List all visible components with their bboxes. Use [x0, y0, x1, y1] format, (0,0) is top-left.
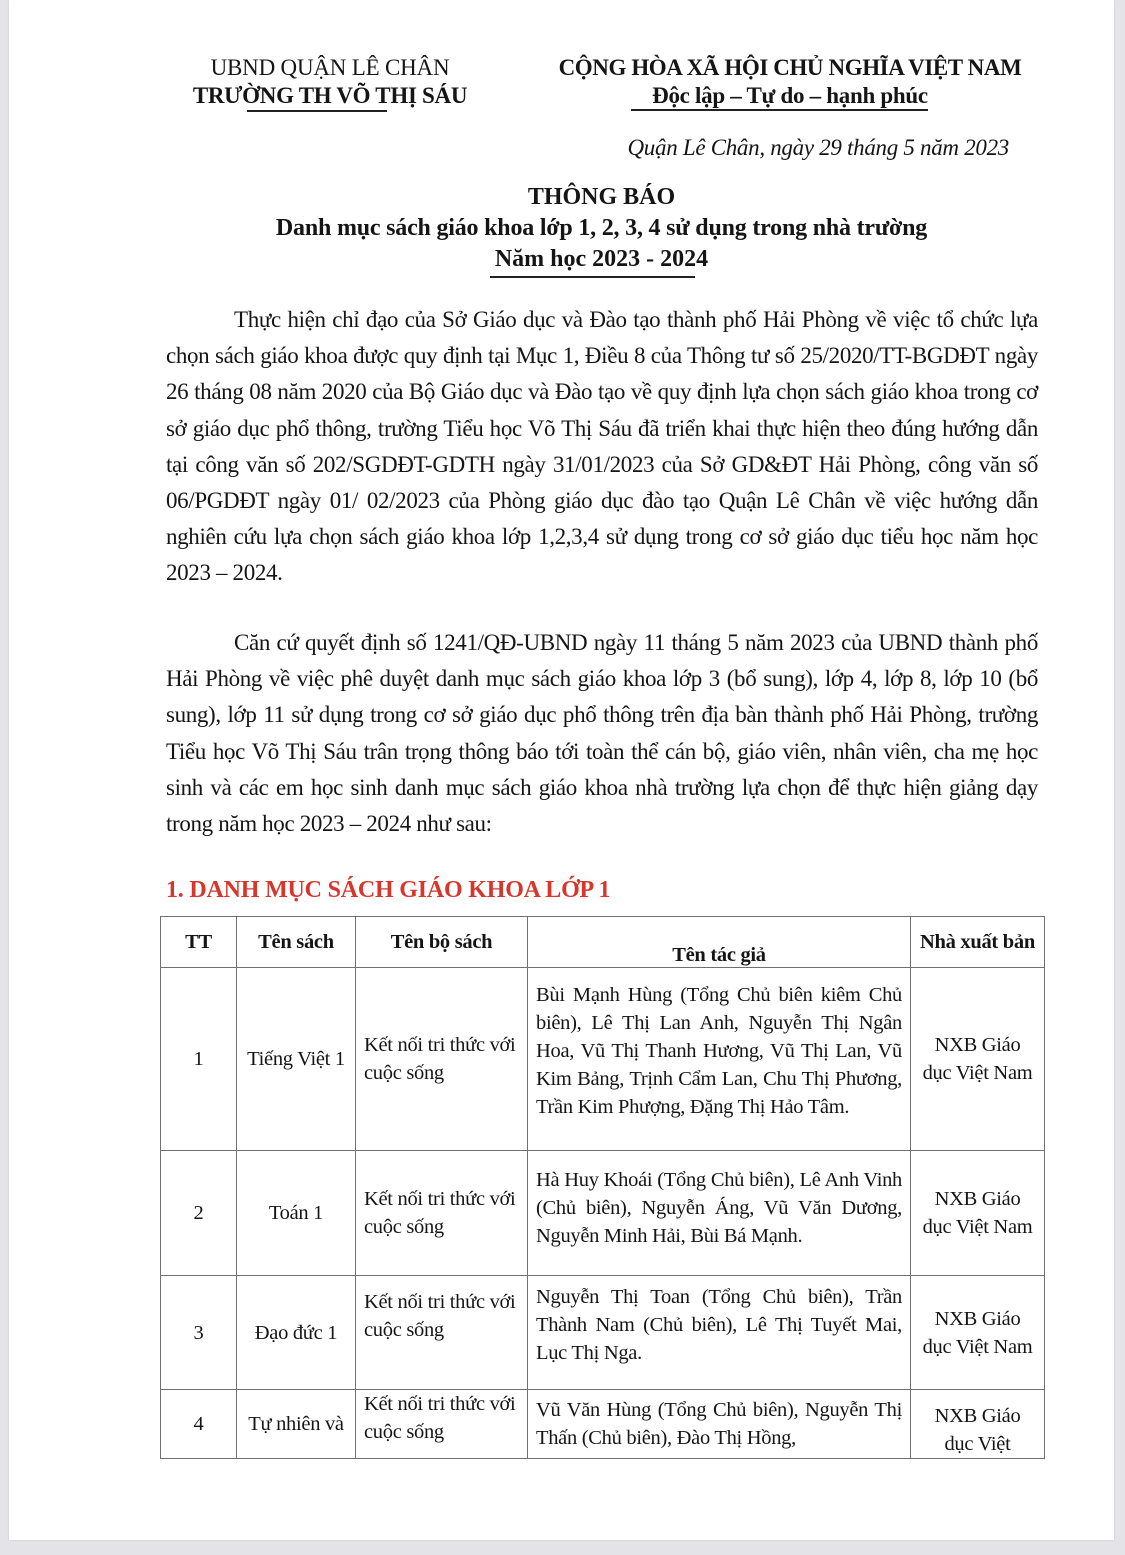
textbook-table [160, 916, 1045, 1459]
row-publisher: NXB Giáo dục Việt Nam [911, 1276, 1045, 1390]
row-publisher: NXB Giáo dục Việt Nam [911, 968, 1045, 1151]
document-date: Quận Lê Chân, ngày 29 tháng 5 năm 2023 [627, 135, 1009, 160]
table-row [161, 1390, 1045, 1459]
row-book-name: Toán 1 [237, 1151, 356, 1276]
table-header-row [161, 917, 1045, 968]
row-authors-cell [528, 968, 911, 1151]
header-book-set: Tên bộ sách [356, 917, 528, 968]
paragraph-1: Thực hiện chỉ đạo của Sở Giáo dục và Đào tạo thành phố Hải Phòng về việc tổ chức lựa chọn sách giáo khoa được quy định tại Mục 1, Điều 8 của Thông tư số 25/2020/TT-BGDĐT ngày 26 tháng 08 năm 2020 của Bộ Giáo dục và Đào tạo về quy định lựa chọn sách giáo khoa trong cơ sở giáo dục phổ thông, trường Tiểu học Võ Thị Sáu đã triển khai thực hiện theo đúng hướng dẫn tại công văn số 202/SGDĐT-GDTH ngày 31/01/2023 của Sở GD&ĐT Hải Phòng, công văn số 06/PGDĐT ngày 01/ 02/2023 của Phòng giáo dục đào tạo Quận Lê Chân về việc hướng dẫn nghiên cứu lựa chọn sách giáo khoa lớp 1,2,3,4 sử dụng trong cơ sở giáo dục tiểu học năm học 2023 – 2024. [166, 307, 1038, 586]
row-book-name: Đạo đức 1 [237, 1276, 356, 1390]
table-row [161, 968, 1045, 1151]
row-book-set: Kết nối tri thức với cuộc sống [356, 968, 528, 1151]
row-publisher: NXB Giáo dục Việt [911, 1390, 1045, 1459]
row-book-set: Kết nối tri thức với cuộc sống [356, 1151, 528, 1276]
row-authors: Bùi Mạnh Hùng (Tổng Chủ biên kiêm Chủ biên), Lê Thị Lan Anh, Nguyễn Thị Ngân Hoa, Vũ Thị Thanh Hương, Vũ Thị Lan, Vũ Kim Bảng, Trịnh Cẩm Lan, Chu Thị Phương, Trần Kim Phượng, Đặng Thị Hảo Tâm. [536, 984, 902, 1118]
section-heading: 1. DANH MỤC SÁCH GIÁO KHOA LỚP 1 [166, 877, 611, 903]
row-authors-cell [528, 1276, 911, 1390]
row-authors: Vũ Văn Hùng (Tổng Chủ biên), Nguyễn Thị Thấn (Chủ biên), Đào Thị Hồng, [536, 1399, 902, 1449]
header-tt: TT [161, 917, 237, 968]
national-motto: Độc lập – Tự do – hạnh phúc [652, 83, 928, 108]
table-row [161, 1151, 1045, 1276]
table-row [161, 1276, 1045, 1390]
school-name: TRƯỜNG TH VÕ THỊ SÁU [192, 83, 468, 108]
row-authors-cell [528, 1151, 911, 1276]
row-book-set: Kết nối tri thức với cuộc sống [356, 1390, 528, 1459]
row-tt: 1 [161, 968, 237, 1151]
row-authors-cell [528, 1390, 911, 1459]
document-subtitle: Danh mục sách giáo khoa lớp 1, 2, 3, 4 sử dụng trong nhà trường [275, 215, 928, 241]
row-tt: 4 [161, 1390, 237, 1459]
school-name-underline [247, 110, 387, 112]
school-year-underline [490, 276, 695, 278]
header-publisher: Nhà xuất bản [911, 917, 1045, 968]
paragraph-2: Căn cứ quyết định số 1241/QĐ-UBND ngày 11 tháng 5 năm 2023 của UBND thành phố Hải Phòng về việc phê duyệt danh mục sách giáo khoa lớp 3 (bổ sung), lớp 4, lớp 8, lớp 10 (bổ sung), lớp 11 sử dụng trong cơ sở giáo dục phổ thông trên địa bàn thành phố Hải Phòng, trường Tiểu học Võ Thị Sáu trân trọng thông báo tới toàn thể cán bộ, giáo viên, nhân viên, cha mẹ học sinh và các em học sinh danh mục sách giáo khoa nhà trường lựa chọn để thực hiện giảng dạy trong năm học 2023 – 2024 như sau: [166, 630, 1038, 837]
row-publisher: NXB Giáo dục Việt Nam [911, 1151, 1045, 1276]
header-authors: Tên tác giả [528, 917, 911, 968]
header-book-name: Tên sách [237, 917, 356, 968]
row-book-set: Kết nối tri thức với cuộc sống [356, 1276, 528, 1390]
row-tt: 3 [161, 1276, 237, 1390]
row-authors: Hà Huy Khoái (Tổng Chủ biên), Lê Anh Vinh (Chủ biên), Nguyễn Áng, Vũ Văn Dương, Nguyễn Minh Hải, Bùi Bá Mạnh. [536, 1169, 902, 1247]
school-year: Năm học 2023 - 2024 [494, 246, 709, 272]
district-name: UBND QUẬN LÊ CHÂN [210, 55, 450, 80]
national-title: CỘNG HÒA XÃ HỘI CHỦ NGHĨA VIỆT NAM [558, 55, 1022, 80]
row-tt: 2 [161, 1151, 237, 1276]
motto-underline [631, 109, 928, 111]
row-authors: Nguyễn Thị Toan (Tổng Chủ biên), Trần Thành Nam (Chủ biên), Lê Thị Tuyết Mai, Lục Thị Nga. [536, 1285, 902, 1364]
document-title: THÔNG BÁO [527, 184, 676, 210]
row-book-name: Tiếng Việt 1 [237, 968, 356, 1151]
row-book-name: Tự nhiên và [237, 1390, 356, 1459]
